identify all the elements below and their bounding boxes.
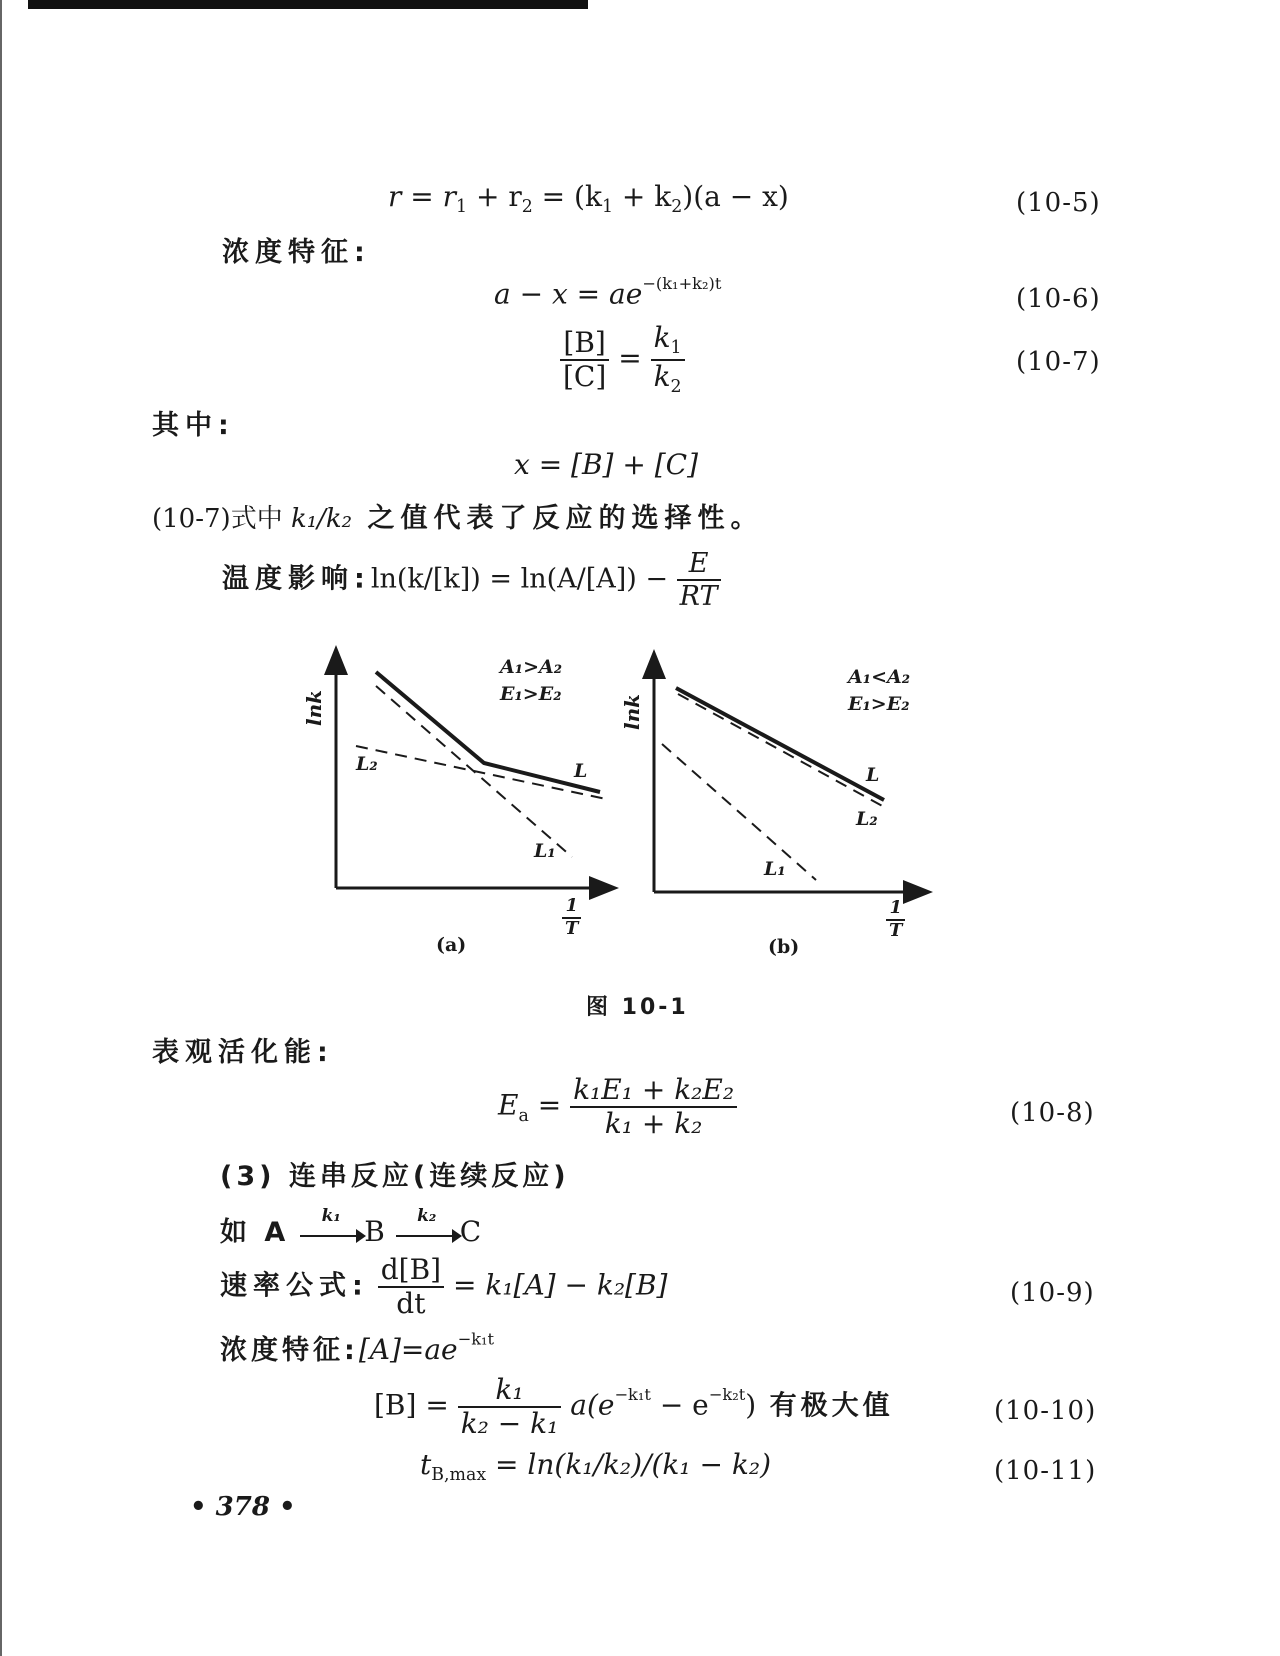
panel-b-label-L1: L₁ <box>764 858 786 880</box>
equation-10-6: $a - x = ae^{-(k_1+k_2)t}$ <box>494 274 722 311</box>
panel-b-label-L: L <box>866 764 880 786</box>
panel-a-caption: (a) <box>436 934 467 956</box>
equation-10-10: [B] = $\frac{\text{k₁}}{\text{k₂ − k₁}}$ $a(e^{-k_1t} - e^{-k_2t})$ 有极大值 <box>374 1373 894 1441</box>
x-definition: x = [B] + [C] <box>514 448 699 481</box>
equation-number-10-7: (10-7) <box>1016 347 1101 377</box>
figure-caption: 图 10-1 <box>586 995 689 1020</box>
panel-a-condition-1: A₁>A₂ <box>500 656 563 678</box>
concentration-a: 浓度特征$:[A]=ae^{-k_1t}$ <box>220 1329 495 1366</box>
panel-a-condition-2: E₁>E₂ <box>500 683 562 705</box>
equation-number-10-5: (10-5) <box>1016 188 1101 218</box>
temperature-effect: 温度影响:ln(k/[k]) = ln(A/[A]) − $\frac{E}{RT}$ <box>222 548 721 612</box>
arrow-k1: k₁ <box>300 1220 362 1248</box>
panel-a-label-L1: L₁ <box>534 840 556 862</box>
page-number: • 378 • <box>190 1492 296 1522</box>
panel-b-label-L2: L₂ <box>856 808 878 830</box>
where-label: 其中: <box>152 410 235 441</box>
equation-number-10-6: (10-6) <box>1016 284 1101 314</box>
panel-b-ylabel: lnk <box>620 694 644 730</box>
concentration-label: 浓度特征: <box>222 237 371 268</box>
equation-10-9: 速率公式: $\frac{d[B]}{dt}$ = k₁[A] − k₂[B] <box>220 1253 668 1321</box>
arrow-k2: k₂ <box>396 1220 458 1248</box>
panel-b-condition-2: E₁>E₂ <box>848 693 910 715</box>
reaction-scheme: 如 A k₁ B k₂ C <box>220 1205 482 1248</box>
equation-10-7: $\frac{[B]}{[C]}$ = $\frac{k_1}{k_2}$ <box>560 322 685 398</box>
equation-number-10-10: (10-10) <box>994 1396 1097 1426</box>
equation-10-5: $r = r_1 + r_2 = (k_1 + k_2)(a - x)$ <box>388 180 789 218</box>
panel-a-xlabel: $\frac{1}{T}$ <box>562 896 581 939</box>
panel-a-ylabel: lnk <box>302 690 326 726</box>
section-3-heading: (3) 连串反应(连续反应) <box>220 1161 570 1192</box>
equation-10-11: $t_{B,max} = \ln(k_1/k_2)/(k_1 - k_2)$ <box>420 1448 771 1486</box>
equation-10-8: $E_a$ = $\frac{\text{k₁E₁ + k₂E₂}}{\text{k₁ + k₂}}$ <box>498 1074 737 1140</box>
panel-a-label-L: L <box>574 760 588 782</box>
panel-a-line-L2 <box>356 746 606 799</box>
panel-a-line-L <box>376 672 600 792</box>
panel-b-condition-1: A₁<A₂ <box>848 666 911 688</box>
apparent-activation-label: 表观活化能: <box>152 1037 334 1068</box>
panel-b-caption: (b) <box>768 936 800 958</box>
equation-number-10-8: (10-8) <box>1010 1098 1095 1128</box>
panel-a-label-L2: L₂ <box>356 753 378 775</box>
panel-b-xlabel: $\frac{1}{T}$ <box>886 898 905 941</box>
equation-number-10-9: (10-9) <box>1010 1278 1095 1308</box>
panel-b-line-L1 <box>662 744 816 880</box>
equation-number-10-11: (10-11) <box>994 1456 1097 1486</box>
selectivity-sentence: (10-7)式中 k₁/k₂ 之值代表了反应的选择性。 <box>152 503 764 534</box>
